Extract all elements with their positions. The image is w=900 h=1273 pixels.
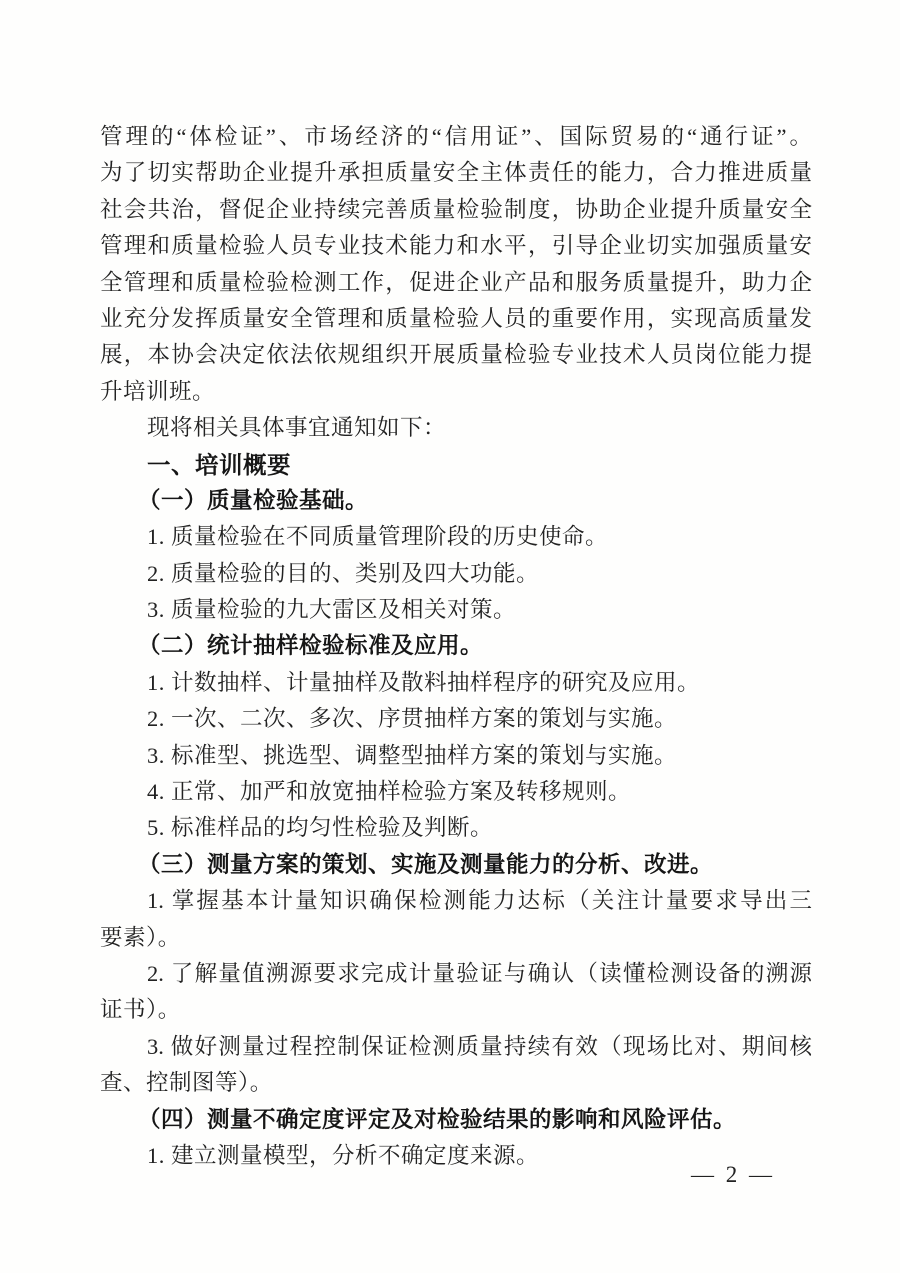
list-item-continuation: 要素）。 — [100, 924, 181, 950]
list-item: 3. 标准型、挑选型、调整型抽样方案的策划与实施。 — [147, 742, 678, 768]
list-item: 3. 质量检验的九大雷区及相关对策。 — [147, 597, 517, 623]
page-number: — 2 — — [691, 1162, 775, 1187]
body-line: 业充分发挥质量安全管理和质量检验人员的重要作用，实现高质量发 — [100, 305, 812, 331]
section-heading-2: （三）测量方案的策划、实施及测量能力的分析、改进。 — [138, 851, 714, 877]
list-item-continuation: 查、控制图等）。 — [100, 1070, 273, 1096]
document-body — [100, 119, 812, 1174]
list-item: 5. 标准样品的均匀性检验及判断。 — [147, 815, 494, 841]
body-line: 社会共治，督促企业持续完善质量检验制度，协助企业提升质量安全 — [100, 196, 812, 222]
list-item: 1. 掌握基本计量知识确保检测能力达标（关注计量要求导出三 — [147, 888, 812, 914]
list-item: 2. 质量检验的目的、类别及四大功能。 — [147, 560, 540, 586]
body-line: 展，本协会决定依法依规组织开展质量检验专业技术人员岗位能力提 — [100, 342, 812, 368]
list-item: 1. 计数抽样、计量抽样及散料抽样程序的研究及应用。 — [147, 669, 701, 695]
section-heading-2: （一）质量检验基础。 — [138, 487, 369, 513]
body-line: 管理和质量检验人员专业技术能力和水平，引导企业切实加强质量安 — [100, 233, 812, 259]
section-heading-1: 一、培训概要 — [147, 451, 291, 478]
section-heading-2: （二）统计抽样检验标准及应用。 — [138, 633, 484, 659]
list-item: 1. 质量检验在不同质量管理阶段的历史使命。 — [147, 524, 609, 550]
body-line: 升培训班。 — [100, 378, 216, 404]
list-item: 2. 一次、二次、多次、序贯抽样方案的策划与实施。 — [147, 706, 678, 732]
section-heading-2: （四）测量不确定度评定及对检验结果的影响和风险评估。 — [138, 1106, 737, 1132]
list-item: 1. 建立测量模型，分析不确定度来源。 — [147, 1142, 540, 1168]
list-item-continuation: 证书）。 — [100, 997, 181, 1023]
list-item: 2. 了解量值溯源要求完成计量验证与确认（读懂检测设备的溯源 — [147, 960, 812, 986]
paragraph-line: 现将相关具体事宜通知如下： — [147, 415, 447, 441]
list-item: 4. 正常、加严和放宽抽样检验方案及转移规则。 — [147, 779, 632, 805]
body-line: 全管理和质量检验检测工作，促进企业产品和服务质量提升，助力企 — [100, 269, 812, 295]
body-line: 管理的“体检证”、市场经济的“信用证”、国际贸易的“通行证”。 — [100, 124, 812, 149]
list-item: 3. 做好测量过程控制保证检测质量持续有效（现场比对、期间核 — [147, 1033, 812, 1059]
body-line: 为了切实帮助企业提升承担质量安全主体责任的能力，合力推进质量 — [100, 160, 812, 186]
